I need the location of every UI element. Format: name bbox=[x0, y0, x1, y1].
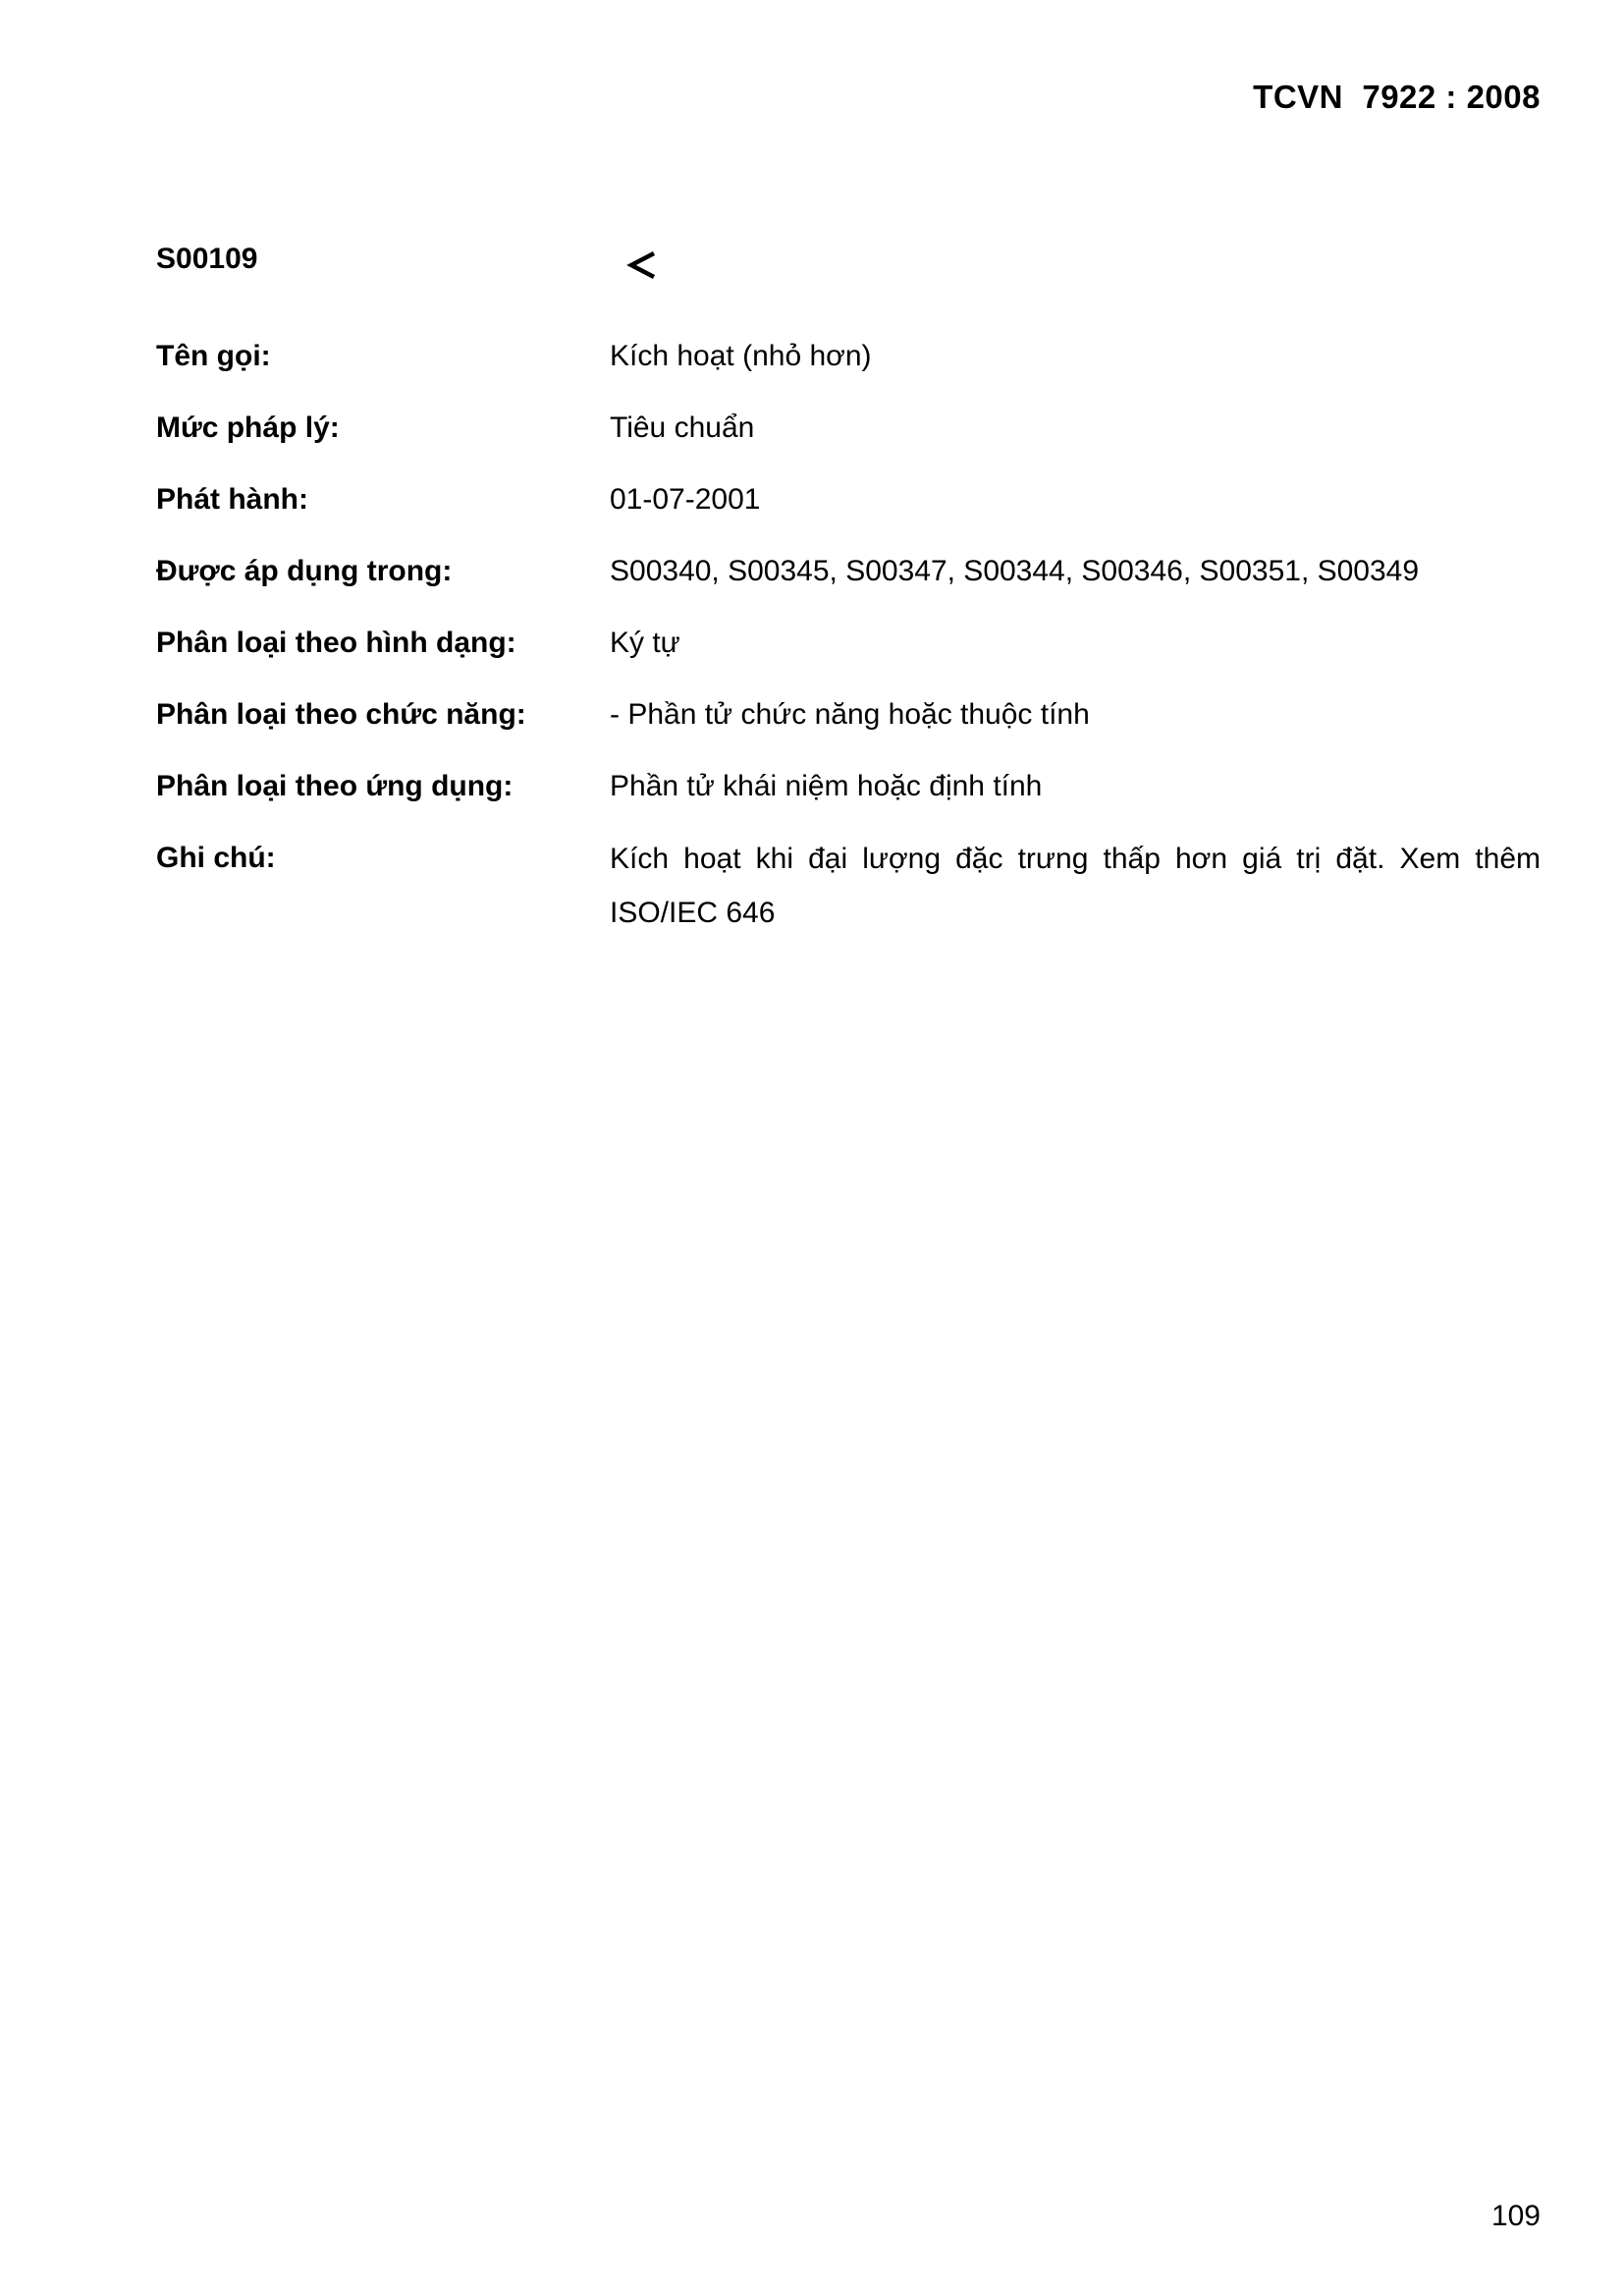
field-row-applied-in bbox=[156, 554, 1541, 589]
field-row-function-class bbox=[156, 697, 1541, 733]
field-value-note: Kích hoạt khi đại lượng đặc trưng thấp hơn giá trị đặt. Xem thêm ISO/IEC 646 bbox=[610, 843, 1541, 929]
field-row-note bbox=[156, 841, 1541, 940]
symbol-attributes bbox=[156, 339, 1541, 976]
field-label-legal-level: Mức pháp lý: bbox=[156, 411, 340, 444]
field-value-applied-in: S00340, S00345, S00347, S00344, S00346, S00351, S00349 bbox=[610, 555, 1420, 587]
field-row-application-class bbox=[156, 769, 1541, 804]
field-label-application-class: Phân loại theo ứng dụng: bbox=[156, 770, 514, 802]
field-label-function-class: Phân loại theo chức năng: bbox=[156, 698, 526, 731]
field-value-application-class: Phần tử khái niệm hoặc định tính bbox=[610, 770, 1043, 802]
less-than-symbol-icon bbox=[625, 246, 659, 285]
field-value-function-class: - Phần tử chức năng hoặc thuộc tính bbox=[610, 698, 1090, 731]
field-label-shape-class: Phân loại theo hình dạng: bbox=[156, 627, 516, 659]
field-label-note: Ghi chú: bbox=[156, 842, 276, 874]
field-row-shape-class bbox=[156, 626, 1541, 661]
symbol-id: S00109 bbox=[156, 243, 258, 275]
field-label-release: Phát hành: bbox=[156, 483, 308, 516]
standard-code-header: TCVN 7922 : 2008 bbox=[1253, 79, 1541, 115]
field-value-legal-level: Tiêu chuẩn bbox=[610, 411, 755, 444]
field-row-legal-level bbox=[156, 410, 1541, 446]
field-value-shape-class: Ký tự bbox=[610, 627, 680, 659]
field-value-release: 01-07-2001 bbox=[610, 483, 761, 516]
field-label-name: Tên gọi: bbox=[156, 340, 271, 372]
field-row-release bbox=[156, 482, 1541, 518]
field-label-applied-in: Được áp dụng trong: bbox=[156, 555, 453, 587]
page-number: 109 bbox=[1490, 2200, 1541, 2232]
field-row-name bbox=[156, 339, 1541, 374]
field-value-name: Kích hoạt (nhỏ hơn) bbox=[610, 340, 872, 372]
